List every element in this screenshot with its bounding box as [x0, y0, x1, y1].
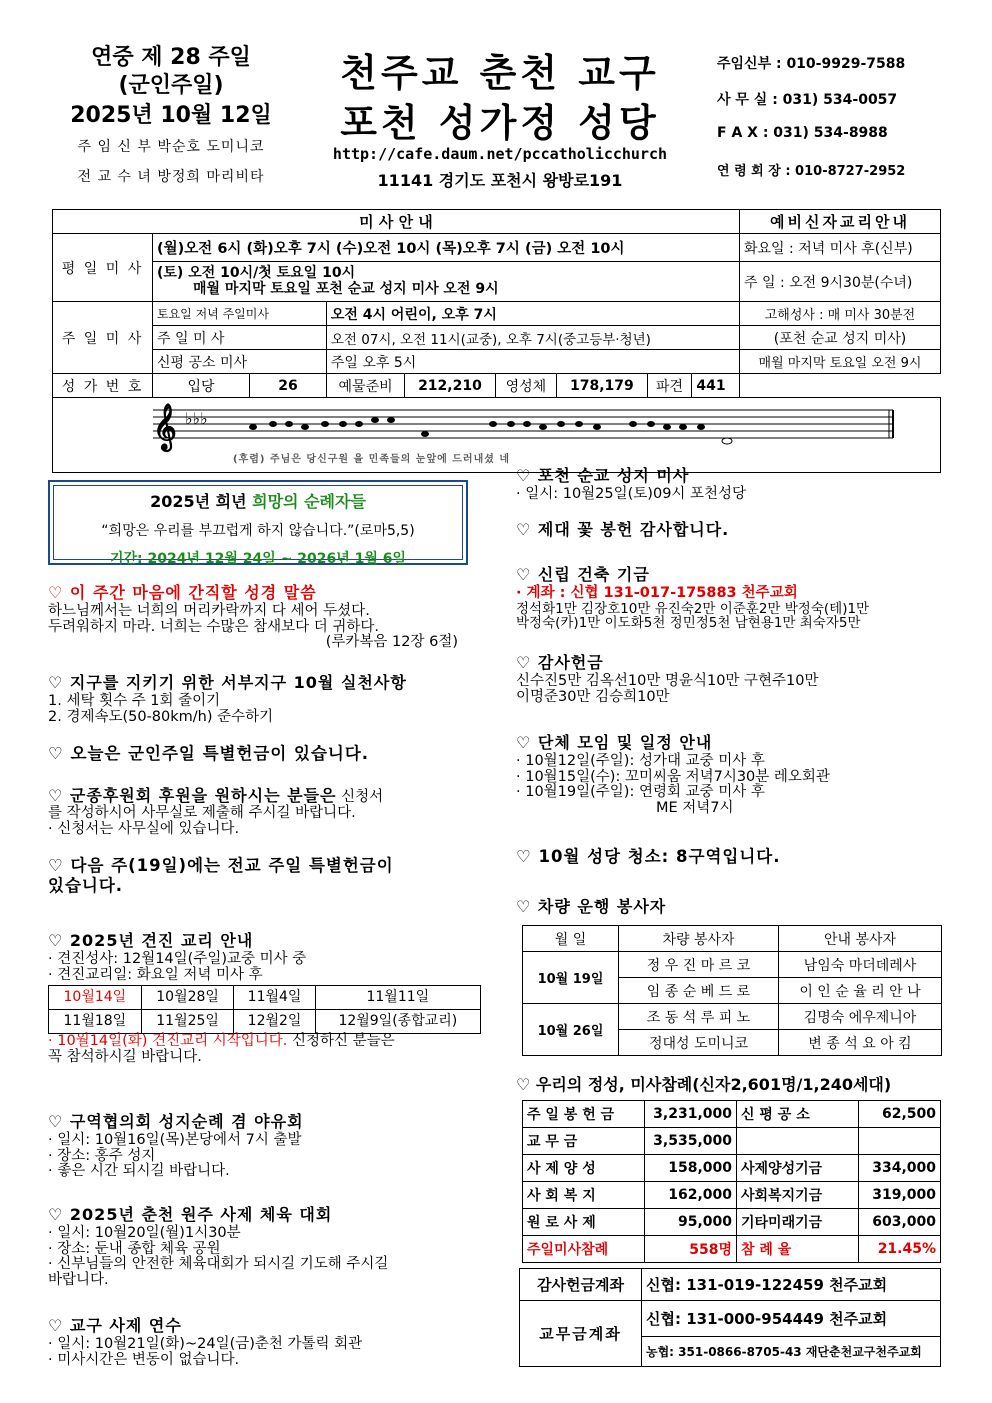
hymn-communion: 178,179 — [557, 374, 647, 398]
parish-title: 포천 성가정 성당 — [340, 101, 660, 145]
sinpyeong-label: 신평 공소 미사 — [153, 350, 327, 374]
building-section — [516, 566, 946, 631]
confirmation-section — [48, 932, 483, 1066]
hymn-dismissal: 441 — [692, 374, 740, 398]
car-head-guide: 안내 봉사자 — [779, 926, 942, 952]
contact-office: 사 무 실 : 031) 534-0057 — [717, 92, 898, 108]
shrine-mass-time: 매월 마지막 토요일 오전 9시 — [740, 350, 941, 374]
build-title: ♡ 신립 건축 기금 — [516, 565, 650, 584]
training-line-2: · 미사시간은 변동이 없습니다. — [48, 1351, 240, 1368]
training-title: ♡ 교구 사제 연수 — [48, 1316, 182, 1335]
car-driver: 정대성 도미니코 — [619, 1030, 779, 1056]
catechumen-sun: 주 일 : 오전 9시30분(수녀) — [740, 262, 941, 302]
contact-pastor: 주임신부 : 010-9929-7588 — [717, 56, 906, 72]
pilgrim-title: ♡ 구역협의회 성지순례 겸 야유회 — [48, 1112, 304, 1131]
fin-label: 원 로 사 제 — [523, 1209, 645, 1236]
hymn-communion-label: 영성체 — [495, 374, 557, 398]
hymn-offertory: 212,210 — [405, 374, 495, 398]
conf-date: 11월11일 — [315, 986, 480, 1010]
thanks-line-1: 신수진5만 김옥선10만 명윤식10만 구현주10만 — [516, 672, 819, 689]
fin-label: 사 회 복 지 — [523, 1182, 645, 1209]
training-section — [48, 1317, 478, 1368]
car-driver: 임 종 순 베 드 로 — [619, 978, 779, 1004]
thanks-line-2: 이명준30만 김승희10만 — [516, 688, 670, 705]
military-section — [48, 745, 478, 765]
jubilee-quote: “희망은 우리를 부끄럽게 하지 않습니다.”(로마5,5) — [101, 523, 415, 539]
finance-section — [516, 1076, 956, 1096]
shrine-title: ♡ 포천 순교 성지 미사 — [516, 466, 690, 485]
score-lyrics: (후렴) 주님은 당신구원 을 민족들의 눈앞에 드러내셨 네 — [233, 454, 511, 465]
sports-title: ♡ 2025년 춘천 원주 사제 체육 대회 — [48, 1205, 333, 1224]
contact-funeral: 연 령 회 장 : 010-8727-2952 — [717, 164, 906, 179]
fin-value: 95,000 — [645, 1209, 737, 1236]
acct-thanks: 신협: 131-019-122459 천주교회 — [642, 1269, 941, 1301]
shrine-monthly: 매월 마지막 토요일 포천 순교 성지 미사 오전 9시 — [193, 280, 499, 297]
pastor-name: 주 임 신 부 박순호 도미니코 — [77, 139, 265, 155]
sports-section — [48, 1206, 483, 1289]
shrine-line-1: · 일시: 10월25일(토)09시 포천성당 — [516, 485, 747, 502]
next-line-1: ♡ 다음 주(19일)에는 전교 주일 특별헌금이 — [48, 856, 394, 875]
sun-label: 주 일 미 사 — [153, 326, 327, 350]
jubilee-year: 2025년 희년 — [150, 492, 253, 511]
shrine-mass-label: (포천 순교 성지 미사) — [740, 326, 941, 350]
conf-title: ♡ 2025년 견진 교리 안내 — [48, 931, 254, 950]
clean-section — [516, 848, 946, 868]
car-section — [516, 898, 946, 918]
fin-value: 162,000 — [645, 1182, 737, 1209]
sports-line-2: · 장소: 둔내 종합 체육 공원 — [48, 1240, 221, 1257]
confession: 고해성사 : 매 미사 30분전 — [740, 302, 941, 326]
build-donors-2: 박정숙(카)1만 이도화5천 정민정5천 남현용1만 최숙자5만 — [516, 615, 861, 632]
fin-title: ♡ 우리의 정성, 미사참례(신자2,601명/1,240세대) — [516, 1075, 892, 1094]
attendance-rate: 21.45% — [859, 1236, 941, 1263]
fin-value: 603,000 — [859, 1209, 941, 1236]
support-section — [48, 787, 478, 838]
acct-dues-nonghyup: 농협: 351-0866-8705-43 재단춘천교구천주교회 — [642, 1337, 941, 1367]
group-title: ♡ 단체 모임 및 일정 안내 — [516, 733, 713, 752]
car-guide: 변 종 석 요 아 킴 — [779, 1030, 942, 1056]
group-line-3: · 10월19일(주일): 연령회 교중 미사 후 — [516, 784, 765, 801]
sports-line-3: · 신부님들의 안전한 체육대회가 되시길 기도해 주시길 — [48, 1256, 389, 1273]
saturday-times: (토) 오전 10시/첫 토요일 10시 — [157, 265, 356, 282]
pilgrim-line-1: · 일시: 10월16일(목)본당에서 7시 출발 — [48, 1131, 302, 1148]
fin-value: 319,000 — [859, 1182, 941, 1209]
sat-eve-label: 토요일 저녁 주일미사 — [153, 302, 327, 326]
attendance-rate-label: 참 례 율 — [737, 1236, 859, 1263]
cafe-url[interactable]: http://cafe.daum.net/pccatholicchurch — [332, 145, 668, 163]
bible-line-2: 두려워하지 마라. 너희는 수많은 참새보다 더 귀하다. — [48, 618, 380, 635]
support-line-3: · 신청서는 사무실에 있습니다. — [48, 820, 240, 837]
support-title: ♡ 군종후원회 후원을 원하시는 분들은 — [48, 786, 337, 805]
music-staff-icon — [53, 398, 938, 468]
hymn-offertory-label: 예물준비 — [326, 374, 404, 398]
car-head-driver: 차량 봉사자 — [619, 926, 779, 952]
jubilee-theme: 희망의 순례자들 — [252, 492, 366, 511]
acct-dues-shinhyup: 신협: 131-000-954449 천주교회 — [642, 1301, 941, 1337]
training-line-1: · 일시: 10월21일(화)~24일(금)춘천 가톨릭 회관 — [48, 1335, 363, 1352]
car-date: 10월 26일 — [523, 1004, 619, 1056]
fin-value: 3,535,000 — [645, 1128, 737, 1155]
car-table — [522, 925, 942, 1056]
fin-value: 334,000 — [859, 1155, 941, 1182]
conf-note-red: · 10월14일(화) 견진교리 시작입니다. — [48, 1033, 288, 1050]
sports-line-1: · 일시: 10월20일(월)1시30분 — [48, 1224, 241, 1241]
conf-date: 12월9일(종합교리) — [315, 1010, 480, 1034]
hymn-entrance: 26 — [250, 374, 327, 398]
conf-note-2: 꼭 참석하시길 바랍니다. — [48, 1049, 202, 1066]
fin-label: 주 일 봉 헌 금 — [523, 1101, 645, 1128]
sunday-label: 주 일 미 사 — [53, 302, 153, 374]
support-line-2: 를 작성하시어 사무실로 제출해 주시길 바랍니다. — [48, 804, 356, 821]
build-donors-1: 정석화1만 김장호10만 유진숙2만 이준훈2만 박정숙(테)1만 — [516, 600, 870, 617]
fin-label: 사회복지기금 — [737, 1182, 859, 1209]
weekday-label: 평 일 미 사 — [53, 234, 153, 302]
attendance-label: 주일미사참례 — [523, 1236, 645, 1263]
pilgrim-section — [48, 1113, 478, 1180]
shrine-section — [516, 467, 946, 503]
pilgrim-line-3: · 좋은 시간 되시길 바랍니다. — [48, 1163, 230, 1180]
jubilee-box — [48, 480, 468, 565]
svg-text:𝄞: 𝄞 — [153, 403, 177, 450]
car-driver: 정 우 진 마 르 코 — [619, 952, 779, 978]
sinpyeong-time: 주일 오후 5시 — [326, 350, 739, 374]
diocese-title: 천주교 춘천 교구 — [340, 51, 660, 95]
next-section — [48, 857, 478, 897]
fin-value: 158,000 — [645, 1155, 737, 1182]
hymn-label: 성 가 번 호 — [53, 374, 153, 398]
car-head-date: 월 일 — [523, 926, 619, 952]
flowers-section — [516, 521, 946, 541]
conf-note-tail: 신청하신 분들은 — [287, 1033, 395, 1050]
car-guide: 김명숙 에우제니아 — [779, 1004, 942, 1030]
hymn-entrance-label: 입당 — [153, 374, 250, 398]
car-title: ♡ 차량 운행 봉사자 — [516, 897, 667, 916]
thanks-section — [516, 654, 946, 705]
build-account: · 계좌 : 신협 131-017-175883 천주교회 — [516, 584, 798, 601]
finance-table — [522, 1100, 941, 1263]
earth-title: ♡ 지구를 지키기 위한 서부지구 10월 실천사항 — [48, 673, 407, 692]
bible-ref: (루카복음 12장 6절) — [325, 634, 458, 651]
fin-value: 62,500 — [859, 1101, 941, 1128]
earth-section — [48, 674, 478, 725]
support-tail: 신청서 — [336, 789, 384, 805]
svg-text:♭♭♭: ♭♭♭ — [185, 409, 208, 428]
cleaning-notice: ♡ 10월 성당 청소: 8구역입니다. — [516, 847, 781, 866]
earth-item-2: 2. 경제속도(50-80km/h) 준수하기 — [48, 708, 274, 725]
sunday-subtitle: (군인주일) — [118, 73, 224, 98]
group-section — [516, 734, 946, 817]
fin-label — [737, 1128, 859, 1155]
fin-label: 사 제 양 성 — [523, 1155, 645, 1182]
sat-eve-times: 오전 4시 어린이, 오후 7시 — [326, 302, 739, 326]
sister-name: 전 교 수 녀 방정희 마리비타 — [77, 169, 265, 185]
group-line-1: · 10월12일(주일): 성가대 교중 미사 후 — [516, 752, 765, 769]
bible-title: ♡ 이 주간 마음에 간직할 성경 말씀 — [48, 583, 317, 602]
address: 11141 경기도 포천시 왕방로191 — [377, 171, 623, 190]
car-date: 10월 19일 — [523, 952, 619, 1004]
mass-title: 미 사 안 내 — [53, 210, 740, 234]
jubilee-period: 기간: 2024년 12월 24일 ~ 2026년 1월 6일 — [109, 551, 407, 567]
conf-dates-table — [48, 985, 481, 1034]
sun-times: 오전 07시, 오전 11시(교중), 오후 7시(중고등부·청년) — [326, 326, 739, 350]
bible-line-1: 하느님께서는 너희의 머리카락까지 다 세어 두셨다. — [48, 602, 370, 619]
catechumen-tue: 화요일 : 저녁 미사 후(신부) — [740, 234, 941, 262]
conf-line-1: · 견진성사: 12월14일(주일)교중 미사 중 — [48, 950, 307, 967]
contact-fax: F A X : 031) 534-8988 — [717, 125, 888, 141]
attendance-count: 558명 — [645, 1236, 737, 1263]
acct-dues-label: 교무금계좌 — [520, 1301, 642, 1367]
conf-date: 12월2일 — [234, 1010, 315, 1034]
conf-line-2: · 견진교리일: 화요일 저녁 미사 후 — [48, 966, 263, 983]
conf-date: 10월14일 — [49, 986, 142, 1010]
car-driver: 조 동 석 루 피 노 — [619, 1004, 779, 1030]
conf-date: 11월18일 — [49, 1010, 142, 1034]
bible-section — [48, 584, 478, 651]
weekday-times: (월)오전 6시 (화)오후 7시 (수)오전 10시 (목)오후 7시 (금) 오전 10시 — [153, 234, 740, 262]
fin-label: 사제양성기금 — [737, 1155, 859, 1182]
group-line-2: · 10월15일(수): 꼬미씨움 저녁7시30분 레오회관 — [516, 768, 830, 785]
acct-thanks-label: 감사헌금계좌 — [520, 1269, 642, 1301]
earth-item-1: 1. 세탁 횟수 주 1회 줄이기 — [48, 692, 221, 709]
catechumen-title: 예비신자교리안내 — [740, 210, 941, 234]
psalm-score — [53, 398, 941, 473]
saturday-mass — [153, 262, 740, 302]
car-guide: 이 인 순 율 리 안 나 — [779, 978, 942, 1004]
group-line-4: ME 저녁7시 — [656, 800, 734, 817]
fin-label: 신 평 공 소 — [737, 1101, 859, 1128]
fin-label: 기타미래기금 — [737, 1209, 859, 1236]
bulletin-date: 2025년 10월 12일 — [70, 103, 272, 128]
sports-line-4: 바랍니다. — [48, 1272, 109, 1289]
thanks-title: ♡ 감사헌금 — [516, 653, 604, 672]
hymn-dismissal-label: 파견 — [647, 374, 692, 398]
conf-date: 11월25일 — [141, 1010, 234, 1034]
conf-date: 10월28일 — [141, 986, 234, 1010]
fin-value: 3,231,000 — [645, 1101, 737, 1128]
fin-value — [859, 1128, 941, 1155]
military-offering: ♡ 오늘은 군인주일 특별헌금이 있습니다. — [48, 744, 370, 763]
next-line-2: 있습니다. — [48, 876, 124, 896]
sunday-title: 연중 제 28 주일 — [91, 45, 251, 70]
conf-date: 11월4일 — [234, 986, 315, 1010]
flowers-thanks: ♡ 제대 꽃 봉헌 감사합니다. — [516, 520, 730, 539]
mass-table — [52, 209, 941, 473]
fin-label: 교 무 금 — [523, 1128, 645, 1155]
pilgrim-line-2: · 장소: 홍주 성지 — [48, 1147, 156, 1164]
car-guide: 남임숙 마더데레사 — [779, 952, 942, 978]
account-table — [519, 1268, 941, 1367]
